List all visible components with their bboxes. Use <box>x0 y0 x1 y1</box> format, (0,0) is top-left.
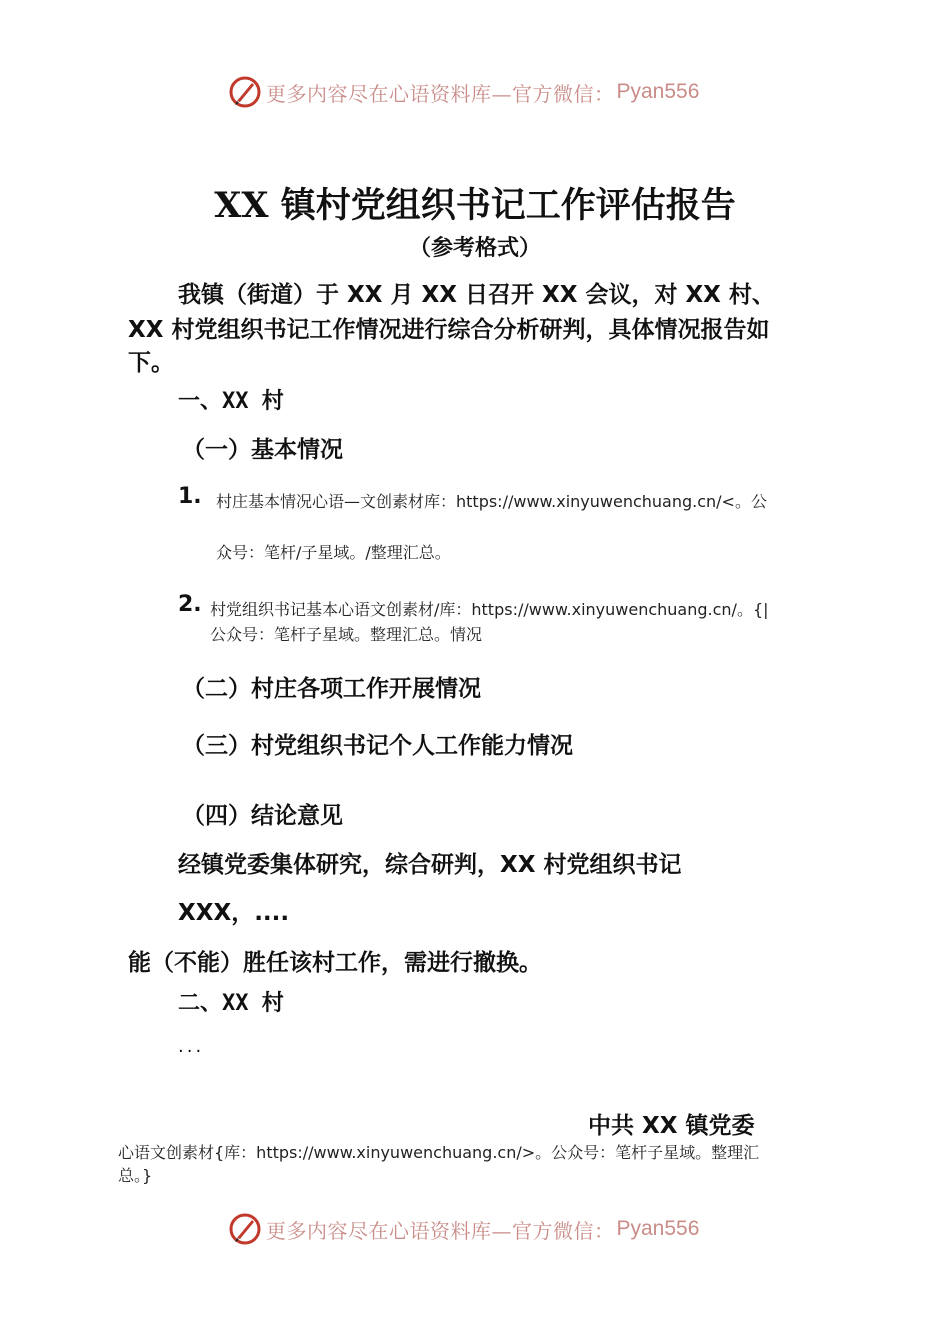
section-2-heading: 二、XX 村 <box>178 991 284 1016</box>
subsection-1-heading: （一）基本情况 <box>182 437 343 463</box>
document-title: XX 镇村党组织书记工作评估报告 <box>214 185 736 226</box>
banner-text: 更多内容尽在心语资料库—官方微信： <box>266 81 615 106</box>
conclusion-line-1: 经镇党委集体研究，综合研判，XX 村党组织书记 <box>178 852 682 878</box>
subsection-3-heading: （三）村党组织书记个人工作能力情况 <box>182 733 573 759</box>
banner-wechat-id: Pyan556 <box>616 80 700 103</box>
item-1-line-2: 众号：笔杆/子星域。/整理汇总。 <box>216 543 451 562</box>
signature: 中共 XX 镇党委 <box>588 1113 755 1139</box>
item-1-number: 1. <box>178 484 202 509</box>
footer-note-line-2: 总。} <box>118 1166 153 1185</box>
footer-note-line-1: 心语文创素材{库：https://www.xinyuwenchuang.cn/>。公众号：笔杆子星域。整理汇 <box>118 1143 760 1162</box>
intro-line-3: 下。 <box>128 350 174 376</box>
document-subtitle: （参考格式） <box>408 235 541 261</box>
section-1-heading: 一、XX 村 <box>178 389 284 414</box>
intro-line-2: XX 村党组织书记工作情况进行综合分析研判，具体情况报告如 <box>128 317 770 343</box>
item-2-line-1: 村党组织书记基本心语文创素材/库：https://www.xinyuwenchuang.cn/。{| <box>210 600 769 619</box>
subsection-2-heading: （二）村庄各项工作开展情况 <box>182 676 481 702</box>
footer-banner-text: 更多内容尽在心语资料库—官方微信： <box>266 1218 615 1243</box>
quill-logo-icon <box>228 75 262 109</box>
conclusion-line-3: 能（不能）胜任该村工作，需进行撤换。 <box>128 950 542 976</box>
item-1-line-1: 村庄基本情况心语—文创素材库：https://www.xinyuwenchuang.cn/<。公 <box>216 492 767 511</box>
intro-line-1: 我镇（街道）于 XX 月 XX 日召开 XX 会议，对 XX 村、 <box>178 282 775 308</box>
header-banner <box>228 74 699 110</box>
quill-logo-icon <box>228 1212 262 1246</box>
footer-banner-wechat-id: Pyan556 <box>616 1217 700 1240</box>
subsection-4-heading: （四）结论意见 <box>182 803 343 829</box>
ellipsis: ... <box>178 1036 205 1057</box>
footer-banner <box>228 1211 699 1247</box>
item-2-line-2: 公众号：笔杆子星域。整理汇总。情况 <box>210 625 483 644</box>
item-2-number: 2. <box>178 592 202 617</box>
conclusion-line-2: XXX，.... <box>178 900 290 926</box>
